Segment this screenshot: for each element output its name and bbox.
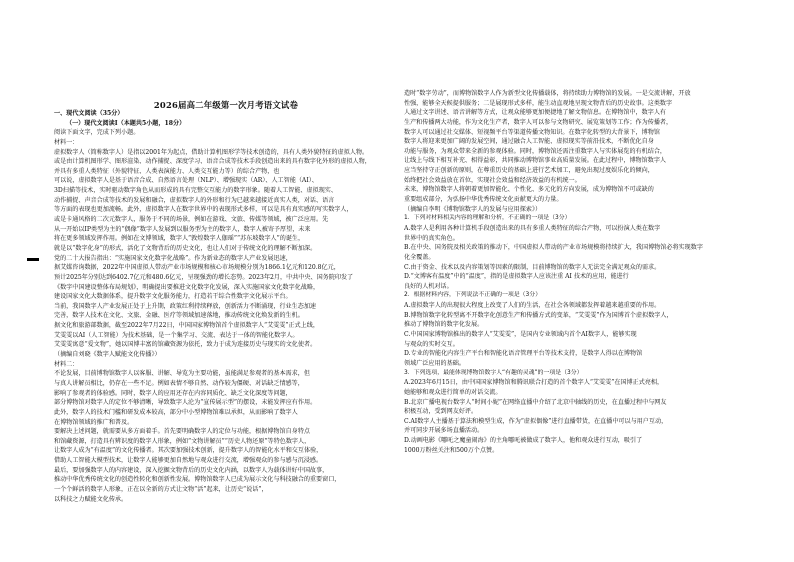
text-line: C.由于资金、技术以及内容策划等因素的限制，目前博物馆的数字人无法完全满足观众的需求。: [404, 263, 661, 271]
text-line: C.中国国家博物馆推出的数字人“艾雯雯”，是国内专业领域内首个AI数字人，能够实现: [404, 331, 637, 339]
text-line: 艾雯雯寓意“爱文物”，她以国博丰富的馆藏资源为依托，致力于成为连接历史与现实的文化使者。: [54, 341, 317, 349]
text-line: 未来，博物馆数字人将朝着更加智能化、个性化、多元化的方向发展，成为博物馆不可或缺的: [404, 186, 654, 194]
instruction: 阅读下面文字，完成下列小题。: [54, 129, 140, 137]
text-line: 据文化和旅游部数据，截至2022年7月22日，中国国家博物馆首个虚拟数字人“艾雯雯”正式上线，: [54, 322, 319, 330]
right-lines: [404, 89, 750, 455]
text-line: 应当坚持守正创新的原则，在尊重历史的基础上进行艺术加工，避免出现过度娱乐化的倾向，: [404, 167, 654, 175]
text-line: 良好的人机对话。: [404, 282, 453, 290]
right-column: [404, 0, 750, 540]
subsection-heading: （一）现代文阅读Ⅰ（本题共5小题，18分）: [66, 119, 186, 127]
text-line: 积极互动，受到网友好评。: [404, 408, 478, 416]
text-line: D.“文博客有温度”中的“温度”，指的是虚拟数字人应该注重 AI 技术的应用，能进行: [404, 273, 629, 281]
text-line: 推动了博物馆的数字化发展。: [404, 321, 484, 329]
text-line: 部分博物馆对数字人的定位不够清晰，导致数字人沦为“宣传展示型”的摆设，未能发挥应有作用。: [54, 399, 317, 407]
text-line: （摘编自刘晓《数字人赋能文化传播》）: [54, 351, 161, 359]
text-line: D.动画电影《哪吒之魔童闹海》的主角哪吒被做成了数字人，他和观众进行互动，吸引了: [404, 437, 643, 445]
text-line: 人通过文字讲述、语音讲解等方式，让观众能够更加便捷地了解文物信息。在博物馆中，数字人有: [404, 109, 667, 117]
text-line: 不论发展，目前博物馆数字人以客服、讲解、导览为主要功能，虽能满足参观者的基本需求，但: [54, 370, 310, 378]
text-line: 世界中的真实角色。: [404, 234, 459, 242]
text-line: 领域广泛应用的基础。: [404, 359, 465, 367]
text-line: A.数字人是利用各种计算机手段创造出来的具有多重人类特征的综合产物，可以扮演人类在数字: [404, 224, 661, 232]
text-line: 重要组成部分，为弘扬中华优秀传统文化贡献更大的力量。: [404, 196, 563, 204]
text-line: 艾雯雯以AI（人工智能）为技术基础，是一个集学习、交流、表达于一体的智能化数字人。: [54, 331, 299, 339]
text-line: 2．根据材料内容，下列说法不正确的一项是（3分）: [404, 292, 542, 299]
text-line: 预计2025年分别达到6402.7亿元和480.6亿元，呈现强劲的增长态势。2023年2月，中共中央、国务院印发了: [54, 273, 354, 281]
text-line: 就是以“数字化身”的形式，活化了文物背后的历史文化，也让人们对于传统文化的理解不断加深。: [54, 244, 317, 252]
text-line: 建设国家文化大数据体系，提升数字文化服务能力，打造若干综合性数字文化展示平台。: [54, 293, 292, 301]
text-line: D.专业的智能化内容生产平台和智能化语音管理平台等技术支持，是数字人得以在博物馆: [404, 350, 643, 358]
text-line: 等方面的表现也更加流畅。此外，虚拟数字人在数字世界中的表现形式多样，可以是具有真实感的写实数字人，: [54, 206, 353, 214]
text-line: 在博物馆领域的推广和普及。: [54, 418, 134, 426]
section-heading: 一、现代文阅读（35分）: [54, 110, 124, 117]
left-column-text: [54, 109, 398, 504]
text-line: 完善，数字人技术在文化、文旅、金融、医疗等领域加速落地，推动传统文化焕发新的生机。: [54, 312, 304, 320]
text-line: 她能够和观众进行简单的对话交流。: [404, 388, 502, 396]
text-line: 据艾媒咨询数据，2022年中国虚拟人带动产业市场规模和核心市场规模分别为1866.1亿元和120.8亿元，: [54, 264, 340, 272]
text-line: B.北京广播电视台数字人“时间小妮”在网络直播中介绍了北京中轴线的历史，在直播过程中与网友: [404, 398, 667, 406]
text-line: 3．下列选项，最能体现博物馆数字人“有趣的灵魂”的一项是（3分）: [404, 369, 583, 376]
text-line: 1．下列对材料相关内容的理解和分析，不正确的一项是（3分）: [404, 215, 571, 222]
text-line: 始终把社会效益放在首位，实现社会效益和经济效益的有机统一。: [404, 176, 581, 184]
text-line: 推动中华优秀传统文化的创造性转化和创新性发展。博物馆数字人已成为展示文化与科技融合的重要窗口，: [54, 476, 341, 484]
text-line: 化全覆盖。: [404, 253, 435, 261]
text-line: 虚拟数字人（简称数字人）是指以2001年为起点，借助计算机图形学等技术创造的，具有人类外貌特征的虚拟人物。: [54, 148, 369, 156]
text-line: B.在中央、国务院及相关政策的推动下，中国虚拟人带动的产业市场规模将持续扩大，我国博物馆必将实现数字: [404, 244, 703, 252]
exam-title: 2026届高二年级第一次月考语文试卷: [153, 100, 299, 110]
text-line: 可以说，虚拟数字人是基于语音合成、自然语言处理（NLP）、增强现实（AR）、人工智能（AI）、: [54, 177, 318, 185]
text-line: 材料二：: [54, 360, 79, 368]
text-line: 并具有多重人类特征（外貌特征、人类表演能力、人类交互能力等）的综合产物，也: [54, 167, 280, 175]
text-line: A.虚拟数字人的出现很大程度上改变了人们的生活，在社会各领域都发挥着越来越重要的作用。: [404, 302, 661, 310]
text-line: 让数字人成为“有温度”的文化传播者。其次要加强技术创新，提升数字人的智能化水平和交互体验，: [54, 447, 323, 455]
text-line: 影响了参观者的体验感。同时，数字人的应用还存在内容同质化、缺乏文化深度等问题，: [54, 389, 292, 397]
text-line: （摘编自李明《博物馆数字人的发展与应用探索》）: [404, 205, 542, 213]
text-line: C.AI数字人主播基于算法和模型生成，作为“虚拟偶像”进行直播带货，在直播中可以与用户互动，: [404, 417, 668, 425]
text-line: 当前，我国数字人产业发展正处于上升期，政策红利持续释放，创新活力不断涌现，行业生态加速: [54, 302, 317, 310]
text-line: 材料一：: [54, 138, 79, 146]
text-line: 从一开始以IP类型为主的“偶像”数字人发展到以服务型为主的数字人，数字人被寄予厚望，未来: [54, 225, 311, 233]
text-line: 《数字中国建设整体布局规划》，明确提出要推进文化数字化发展，深入实施国家文化数字化战略，: [54, 283, 320, 291]
text-line: 党的二十大报告指出：“实施国家文化数字化战略”。作为新业态的数字人产业发展迅速，: [54, 254, 292, 262]
text-line: 数字人将迎来更加广阔的发展空间，通过融合人工智能、虚拟现实等前沿技术，不断优化自身: [404, 138, 654, 146]
text-line: 数字人可以通过社交媒体、短视频平台等渠道传播文物知识。在数字化转型的大背景下，博物馆: [404, 128, 660, 136]
text-line: 一个个鲜活的数字人形象，正在以全新的方式让文物“活”起来，让历史“说话”，: [54, 485, 268, 493]
text-line: 此外，数字人的技术门槛和研发成本较高，部分中小型博物馆难以承担，从而影响了数字人: [54, 408, 298, 416]
text-line: 要解决上述问题，就需要从多方面着手。首先要明确数字人的定位与功能，根据博物馆自身特点: [54, 428, 310, 436]
text-line: 以科技之力赋能文化传承。: [54, 495, 128, 503]
text-line: 借助人工智能大模型技术，让数字人能够更加自然地与观众进行交流，增强观众的参与感与沉浸感。: [54, 457, 323, 465]
text-line: 与真人讲解员相比，仍存在一些不足。例如表情不够自然、动作较为僵硬、对话缺乏情感等，: [54, 379, 304, 387]
text-line: A.2023年6月15日，由中国国家博物馆和腾讯联合打造的首个数字人“艾雯雯”在国博正式亮相，: [404, 379, 664, 387]
left-column: [54, 0, 398, 540]
text-line: 将在更多领域发挥作用。例如在文博领域，数字人“敦煌数字人伽瑶”“苏东坡数字人”的诞生，: [54, 235, 305, 243]
text-line: 功能与服务，为观众带来全新的参观体验。同时，博物馆还需注重数字人与实体展览的有机结合，: [404, 147, 667, 155]
text-line: 性强，能够全天候提供服务；二是展现形式多样，能生动直观地呈现文物背后的历史故事。这类数字: [404, 99, 673, 107]
text-line: 生产和传播两大功能，作为文化生产者，数字人可以参与文物研究、展览策划等工作；作为传播者，: [404, 118, 673, 126]
text-line: 或是由计算机图形学、图形渲染、动作捕捉、深度学习、语音合成等技术手段创造出来的具有数字化外形的虚拟人物，: [54, 158, 371, 166]
text-line: 与观众的实时交互。: [404, 340, 459, 348]
text-line: 最后，要加强数字人的内容建设，深入挖掘文物背后的历史文化内涵，以数字人为载体讲好中国故事，: [54, 466, 329, 474]
text-line: 并可同步开展多场直播活动。: [404, 427, 484, 435]
text-line: B.博物馆数字化转型离不开数字化创意生产和传播方式的变革，“艾雯雯”作为国博首个虚拟数字人，: [404, 311, 673, 319]
binding-mark: [27, 258, 39, 261]
left-lines: [54, 138, 398, 504]
text-line: 3D扫描等技术，实时驱动数字角色从而形成的具有完整交互能力的数字形象。随着人工智能、虚拟现实、: [54, 187, 337, 195]
text-line: 或是卡通风格的二次元数字人，服务于不同的场景，例如在游戏、文旅、传媒等领域，被广泛应用。先: [54, 216, 329, 224]
text-line: 让线上与线下相互补充、相得益彰，共同推动博物馆事业高质量发展。在此过程中，博物馆数字人: [404, 157, 667, 165]
text-line: 1000万粉丝关注和500万个点赞。: [404, 446, 499, 454]
text-line: 和馆藏资源，打造具有辨识度的数字人形象，例如“文物讲解员”“历史人物还原”等特色数字人，: [54, 437, 311, 445]
text-line: 动作捕捉、声音合成等技术的发展和融合，虚拟数字人的外形和行为已越来越接近真实人类，对话、语言: [54, 196, 335, 204]
text-line: 造时“数字劳动”，而博物馆数字人作为新型文化传播载体，将持续助力博物馆的发展。一是交流讲解，开放: [404, 90, 691, 97]
